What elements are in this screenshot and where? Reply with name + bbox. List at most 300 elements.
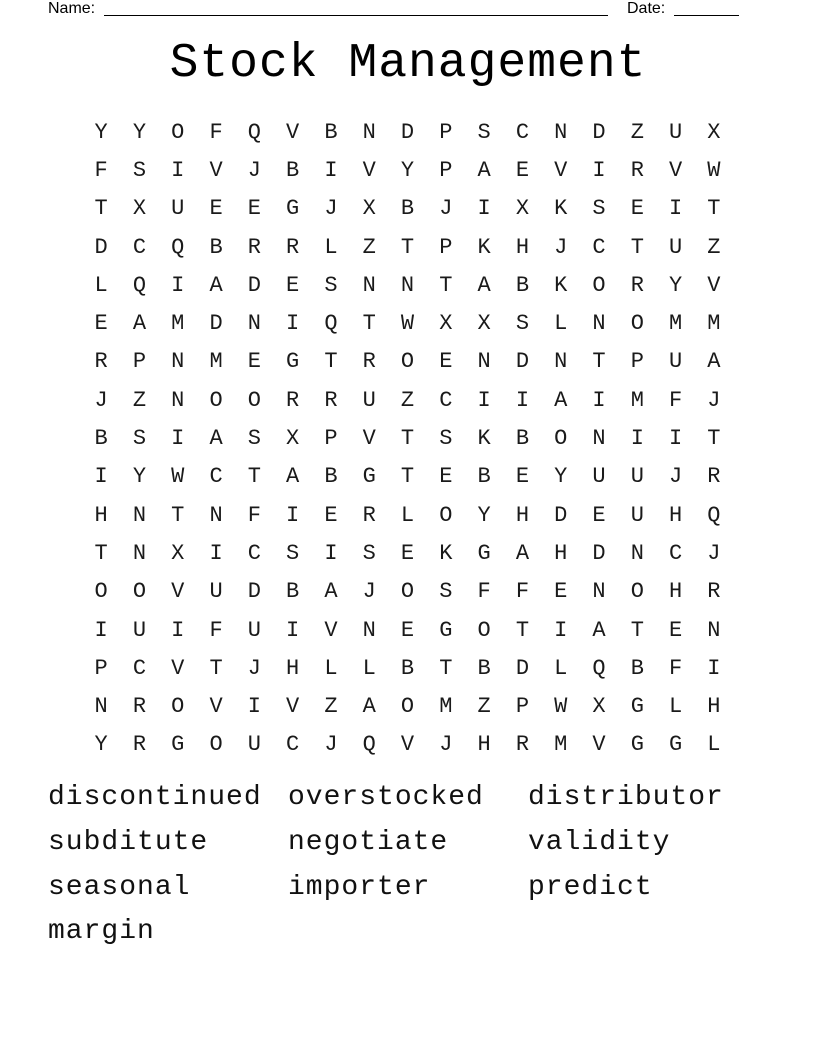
grid-letter: P [132,349,147,375]
grid-letter: T [592,349,606,375]
grid-letter: E [94,311,108,337]
grid-letter: V [362,157,376,183]
grid-letter: T [400,426,415,452]
grid-letter: I [707,655,721,681]
grid-letter: R [247,234,261,260]
grid-letter: Q [324,311,338,337]
grid-letter: S [132,426,147,452]
grid-letter: L [324,655,338,681]
grid-letter: I [324,157,338,183]
grid-letter: Y [132,119,147,145]
grid-letter: N [362,272,376,298]
grid-letter: B [515,272,530,298]
grid-letter: G [630,732,644,758]
grid-letter: S [247,426,261,452]
grid-letter: N [362,119,376,145]
grid-letter: A [209,272,223,298]
grid-row [82,304,734,342]
grid-letter: T [362,311,376,337]
grid-letter: R [324,387,338,413]
grid-letter: O [630,579,644,605]
grid-letter: C [286,732,300,758]
grid-letter: C [669,540,683,566]
grid-letter: F [94,157,108,183]
grid-letter: N [477,349,491,375]
grid-letter: H [94,502,108,528]
grid-letter: I [94,617,108,643]
grid-letter: W [554,694,568,720]
grid-letter: D [515,349,530,375]
grid-letter: E [515,157,530,183]
grid-letter: U [669,349,683,375]
grid-letter: H [515,502,530,528]
grid-letter: N [171,387,185,413]
grid-letter: E [439,349,453,375]
grid-letter: H [669,579,683,605]
grid-letter: A [707,349,721,375]
grid-letter: P [439,234,453,260]
grid-letter: I [669,196,683,222]
grid-letter: C [132,655,147,681]
grid-letter: K [554,196,568,222]
grid-letter: B [477,655,491,681]
grid-letter: D [247,579,261,605]
grid-letter: T [515,617,530,643]
grid-letter: Z [324,694,338,720]
grid-letter: M [439,694,453,720]
grid-letter: T [247,464,261,490]
grid-letter: U [247,617,261,643]
grid-letter: I [630,426,644,452]
grid-letter: I [247,694,261,720]
grid-letter: A [209,426,223,452]
grid-letter: B [324,119,338,145]
grid-letter: P [630,349,644,375]
grid-letter: T [94,540,108,566]
grid-letter: N [94,694,108,720]
grid-letter: V [286,119,300,145]
grid-letter: I [286,617,300,643]
grid-letter: U [630,502,644,528]
grid-letter: B [94,426,108,452]
grid-letter: N [400,272,415,298]
grid-letter: J [439,732,453,758]
grid-letter: D [515,655,530,681]
grid-letter: S [439,426,453,452]
grid-letter: D [209,311,223,337]
grid-letter: E [286,272,300,298]
grid-row [82,496,734,534]
grid-letter: S [132,157,147,183]
grid-letter: Z [362,234,376,260]
grid-letter: I [554,617,568,643]
grid-letter: I [515,387,530,413]
grid-letter: I [171,617,185,643]
grid-letter: E [400,540,415,566]
grid-letter: U [669,119,683,145]
grid-letter: X [362,196,376,222]
grid-row [82,458,734,496]
grid-letter: X [439,311,453,337]
grid-letter: U [669,234,683,260]
grid-letter: T [324,349,338,375]
grid-letter: F [669,655,683,681]
letter-grid [82,113,734,764]
grid-letter: G [669,732,683,758]
grid-letter: I [94,464,108,490]
grid-letter: Q [247,119,261,145]
grid-letter: X [707,119,721,145]
grid-letter: N [630,540,644,566]
word-list-item: validity [528,826,671,858]
grid-letter: I [477,387,491,413]
grid-row [82,113,734,151]
grid-row [82,611,734,649]
grid-letter: P [94,655,108,681]
grid-letter: E [247,349,261,375]
grid-letter: T [400,464,415,490]
grid-letter: D [94,234,108,260]
grid-letter: E [324,502,338,528]
word-list [48,782,768,961]
grid-letter: A [132,311,147,337]
grid-letter: Y [669,272,683,298]
grid-letter: E [515,464,530,490]
grid-letter: Q [592,655,606,681]
grid-row [82,534,734,572]
grid-letter: I [171,426,185,452]
grid-letter: G [286,196,300,222]
grid-letter: V [171,579,185,605]
grid-letter: M [707,311,721,337]
grid-letter: L [324,234,338,260]
grid-letter: I [324,540,338,566]
grid-letter: E [669,617,683,643]
grid-letter: B [400,196,415,222]
grid-letter: S [477,119,491,145]
grid-letter: J [439,196,453,222]
grid-letter: L [554,311,568,337]
worksheet-header [48,0,748,20]
name-blank-line [104,15,608,16]
grid-letter: T [707,426,721,452]
grid-letter: S [439,579,453,605]
grid-letter: A [324,579,338,605]
grid-letter: B [477,464,491,490]
grid-letter: D [592,540,606,566]
grid-letter: Y [94,732,108,758]
word-list-item: importer [288,871,431,903]
grid-letter: E [630,196,644,222]
grid-letter: M [209,349,223,375]
grid-letter: L [707,732,721,758]
grid-letter: G [477,540,491,566]
grid-letter: G [630,694,644,720]
grid-letter: C [209,464,223,490]
grid-letter: M [630,387,644,413]
grid-letter: I [592,387,606,413]
grid-letter: F [477,579,491,605]
grid-letter: D [592,119,606,145]
grid-letter: O [209,732,223,758]
grid-letter: F [209,119,223,145]
grid-letter: K [477,234,491,260]
grid-letter: P [439,157,453,183]
grid-letter: M [554,732,568,758]
word-list-item: negotiate [288,826,449,858]
grid-letter: M [171,311,185,337]
grid-letter: T [439,655,453,681]
grid-letter: E [209,196,223,222]
grid-letter: L [94,272,108,298]
grid-letter: E [247,196,261,222]
grid-letter: V [171,655,185,681]
grid-letter: E [554,579,568,605]
grid-letter: A [477,272,491,298]
grid-letter: Z [707,234,721,260]
grid-letter: C [132,234,147,260]
grid-letter: S [362,540,376,566]
grid-row [82,266,734,304]
grid-letter: Y [94,119,108,145]
grid-letter: T [400,234,415,260]
grid-letter: V [286,694,300,720]
grid-letter: V [324,617,338,643]
grid-letter: H [707,694,721,720]
grid-letter: P [324,426,338,452]
grid-letter: A [477,157,491,183]
grid-letter: D [247,272,261,298]
grid-letter: O [132,579,147,605]
grid-letter: O [171,694,185,720]
grid-letter: L [362,655,376,681]
grid-letter: O [554,426,568,452]
grid-letter: G [439,617,453,643]
grid-letter: Y [554,464,568,490]
grid-letter: R [132,732,147,758]
grid-letter: I [286,311,300,337]
grid-letter: G [362,464,376,490]
grid-letter: N [554,119,568,145]
grid-letter: K [554,272,568,298]
grid-letter: N [171,349,185,375]
grid-letter: R [707,464,721,490]
grid-letter: O [439,502,453,528]
grid-letter: N [554,349,568,375]
grid-letter: N [247,311,261,337]
grid-letter: V [592,732,606,758]
grid-row [82,687,734,725]
grid-letter: X [171,540,185,566]
grid-letter: S [592,196,606,222]
grid-letter: G [286,349,300,375]
grid-row [82,726,734,764]
grid-letter: Y [477,502,491,528]
grid-letter: N [132,540,147,566]
word-list-item: overstocked [288,782,484,813]
grid-letter: A [592,617,606,643]
grid-letter: I [477,196,491,222]
grid-letter: V [707,272,721,298]
grid-letter: F [209,617,223,643]
word-list-item: predict [528,871,653,903]
grid-letter: K [439,540,453,566]
grid-letter: I [209,540,223,566]
grid-letter: J [247,157,261,183]
grid-letter: Q [132,272,147,298]
grid-letter: F [515,579,530,605]
grid-letter: J [707,540,721,566]
grid-letter: Z [477,694,491,720]
grid-letter: W [171,464,185,490]
grid-letter: U [247,732,261,758]
grid-letter: F [247,502,261,528]
grid-letter: H [554,540,568,566]
grid-row [82,573,734,611]
grid-letter: V [362,426,376,452]
grid-letter: V [209,694,223,720]
grid-letter: G [171,732,185,758]
grid-letter: X [477,311,491,337]
grid-letter: T [630,234,644,260]
grid-letter: O [400,579,415,605]
grid-letter: B [286,157,300,183]
grid-letter: V [669,157,683,183]
grid-letter: Z [400,387,415,413]
grid-letter: Q [707,502,721,528]
name-label: Name: [48,0,96,17]
word-list-item: distributor [528,782,724,813]
grid-letter: C [592,234,606,260]
word-list-item: discontinued [48,782,262,813]
grid-letter: N [707,617,721,643]
date-label: Date: [627,0,666,17]
grid-letter: U [630,464,644,490]
grid-letter: E [400,617,415,643]
grid-letter: T [94,196,108,222]
grid-letter: P [515,694,530,720]
grid-letter: O [592,272,606,298]
grid-letter: H [477,732,491,758]
grid-letter: N [132,502,147,528]
grid-letter: R [630,157,644,183]
grid-letter: J [707,387,721,413]
grid-letter: X [132,196,147,222]
grid-letter: B [286,579,300,605]
grid-letter: V [209,157,223,183]
grid-letter: B [324,464,338,490]
grid-row [82,190,734,228]
grid-letter: A [554,387,568,413]
grid-letter: T [630,617,644,643]
grid-letter: J [324,732,338,758]
grid-letter: R [630,272,644,298]
grid-letter: U [592,464,606,490]
grid-letter: I [669,426,683,452]
grid-letter: R [362,349,376,375]
grid-letter: M [669,311,683,337]
grid-letter: H [669,502,683,528]
grid-letter: N [209,502,223,528]
grid-letter: H [286,655,300,681]
grid-letter: E [592,502,606,528]
page-title: Stock Management [169,37,647,91]
grid-letter: E [439,464,453,490]
grid-letter: V [400,732,415,758]
grid-letter: J [362,579,376,605]
grid-letter: L [400,502,415,528]
grid-letter: K [477,426,491,452]
grid-letter: A [362,694,376,720]
grid-letter: O [247,387,261,413]
grid-letter: C [247,540,261,566]
grid-letter: I [171,157,185,183]
grid-letter: F [669,387,683,413]
grid-letter: I [286,502,300,528]
date-blank-line [674,15,739,16]
grid-letter: O [209,387,223,413]
grid-letter: Q [171,234,185,260]
grid-letter: T [707,196,721,222]
grid-row [82,381,734,419]
grid-letter: U [132,617,147,643]
grid-letter: O [400,694,415,720]
grid-row [82,228,734,266]
grid-letter: R [94,349,108,375]
grid-letter: C [439,387,453,413]
grid-letter: Q [362,732,376,758]
grid-letter: S [515,311,530,337]
grid-letter: I [592,157,606,183]
grid-letter: D [400,119,415,145]
word-list-item: margin [48,916,155,948]
grid-letter: O [400,349,415,375]
grid-letter: X [515,196,530,222]
grid-letter: X [286,426,300,452]
grid-row [82,151,734,189]
grid-letter: S [286,540,300,566]
grid-letter: N [362,617,376,643]
grid-letter: V [554,157,568,183]
grid-letter: Y [400,157,415,183]
grid-letter: U [362,387,376,413]
grid-letter: W [400,311,415,337]
grid-letter: T [439,272,453,298]
grid-row [82,343,734,381]
grid-letter: O [94,579,108,605]
grid-letter: X [592,694,606,720]
grid-letter: R [362,502,376,528]
word-list-item: subditute [48,826,209,858]
grid-letter: R [286,387,300,413]
word-list-item: seasonal [48,871,191,903]
grid-letter: Y [132,464,147,490]
grid-letter: U [209,579,223,605]
grid-letter: W [707,157,721,183]
grid-letter: O [171,119,185,145]
grid-letter: O [630,311,644,337]
grid-letter: B [400,655,415,681]
grid-letter: J [247,655,261,681]
grid-letter: Z [630,119,644,145]
grid-letter: D [554,502,568,528]
grid-letter: L [669,694,683,720]
grid-letter: R [707,579,721,605]
grid-letter: H [515,234,530,260]
grid-letter: A [515,540,530,566]
grid-letter: R [132,694,147,720]
grid-letter: S [324,272,338,298]
